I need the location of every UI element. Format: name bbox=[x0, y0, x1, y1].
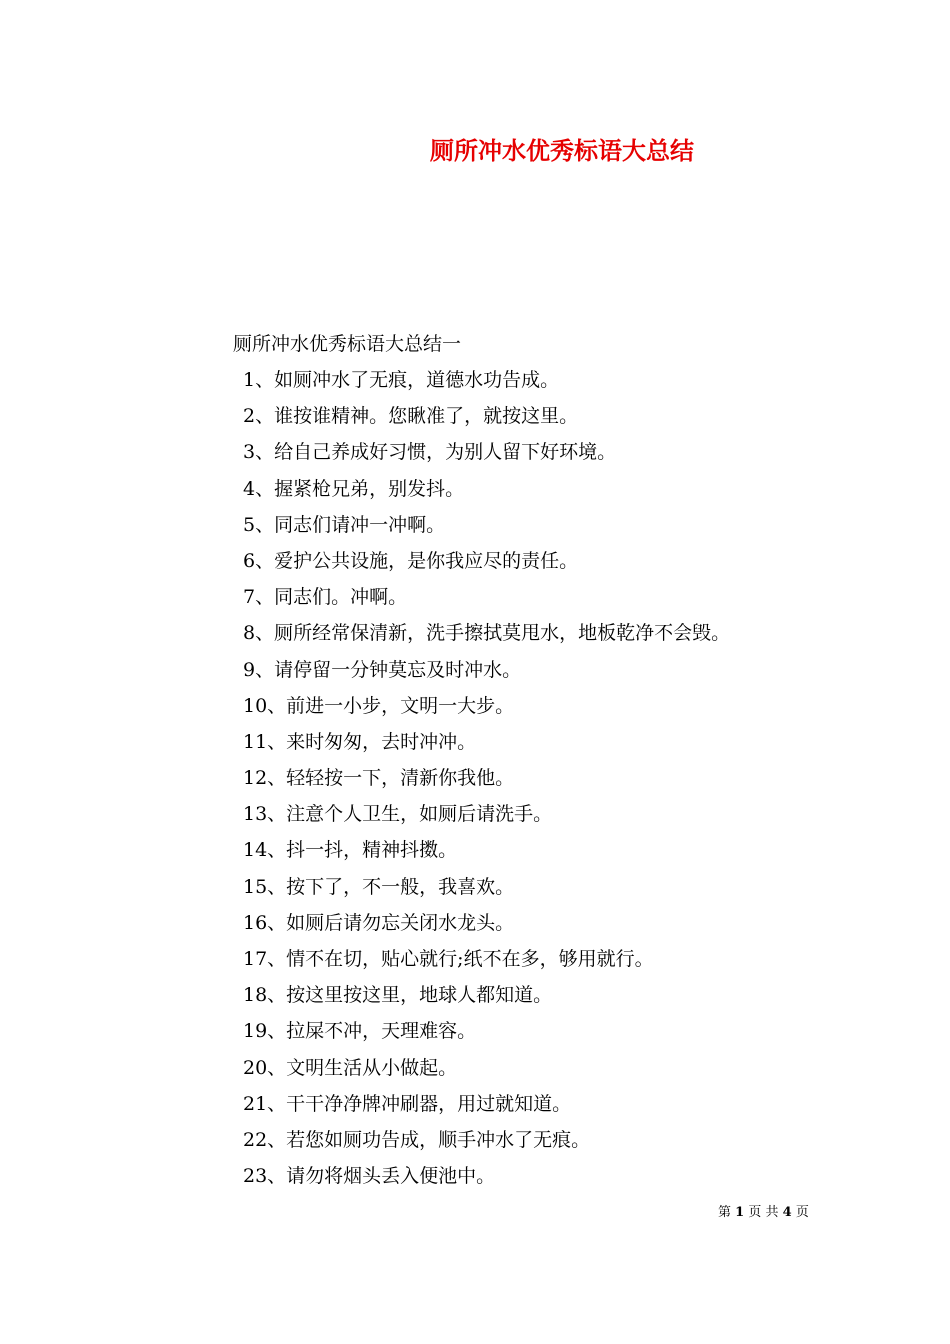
list-item: 1、如厕冲水了无痕，道德水功告成。 bbox=[243, 369, 560, 391]
page-title: 厕所冲水优秀标语大总结 bbox=[430, 136, 694, 165]
list-item: 12、轻轻按一下，清新你我他。 bbox=[243, 767, 515, 790]
footer-prefix: 第 bbox=[718, 1205, 732, 1220]
slogan-list bbox=[233, 362, 913, 1194]
footer-current-page: 1 bbox=[735, 1205, 745, 1220]
list-item: 14、抖一抖，精神抖擞。 bbox=[243, 839, 458, 862]
list-item: 19、拉屎不冲，天理难容。 bbox=[243, 1020, 477, 1043]
footer-total-pages: 4 bbox=[782, 1205, 792, 1220]
list-item: 5、同志们请冲一冲啊。 bbox=[243, 513, 446, 536]
list-item: 23、请勿将烟头丢入便池中。 bbox=[243, 1165, 496, 1188]
list-item: 21、干干净净牌冲刷器，用过就知道。 bbox=[243, 1092, 572, 1115]
list-item: 9、请停留一分钟莫忘及时冲水。 bbox=[243, 658, 522, 681]
list-item: 8、厕所经常保清新，洗手擦拭莫甩水，地板乾净不会毁。 bbox=[243, 622, 731, 645]
list-item: 13、注意个人卫生，如厕后请洗手。 bbox=[243, 803, 553, 826]
list-item: 17、情不在切，贴心就行;纸不在多，够用就行。 bbox=[243, 948, 654, 970]
list-item: 7、同志们。冲啊。 bbox=[243, 586, 408, 609]
list-item: 15、按下了，不一般，我喜欢。 bbox=[243, 875, 515, 898]
list-item: 16、如厕后请勿忘关闭水龙头。 bbox=[243, 911, 515, 934]
list-item: 10、前进一小步，文明一大步。 bbox=[243, 694, 515, 717]
list-item: 3、给自己养成好习惯，为别人留下好环境。 bbox=[243, 441, 617, 464]
document-body bbox=[233, 326, 913, 1194]
list-item: 2、谁按谁精神。您瞅准了，就按这里。 bbox=[243, 405, 579, 428]
list-item: 22、若您如厕功告成，顺手冲水了无痕。 bbox=[243, 1128, 591, 1151]
list-item: 6、爱护公共设施，是你我应尽的责任。 bbox=[243, 549, 579, 572]
list-item: 20、文明生活从小做起。 bbox=[243, 1056, 458, 1079]
footer-suffix: 页 bbox=[795, 1205, 809, 1220]
list-item: 4、握紧枪兄弟，别发抖。 bbox=[243, 477, 465, 500]
section-heading: 厕所冲水优秀标语大总结一 bbox=[233, 333, 462, 355]
page-footer bbox=[718, 1203, 809, 1223]
list-item: 11、来时匆匆，去时冲冲。 bbox=[243, 730, 477, 753]
list-item: 18、按这里按这里，地球人都知道。 bbox=[243, 984, 553, 1007]
footer-middle: 页 共 bbox=[748, 1205, 779, 1220]
